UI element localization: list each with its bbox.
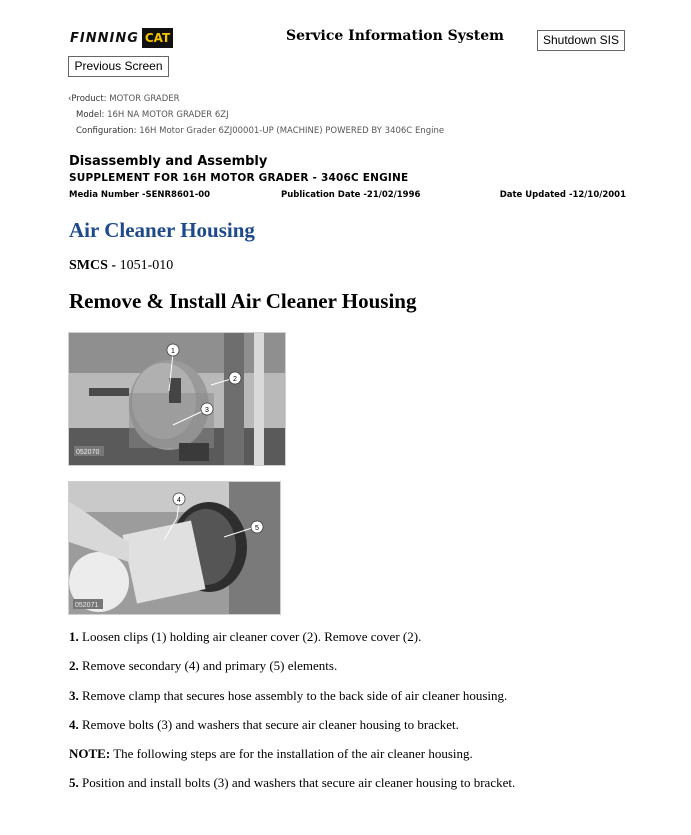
system-title: Service Information System [286,28,504,44]
section-heading: Disassembly and Assembly [69,154,268,169]
callout-4: 4 [177,497,181,504]
illustration-code: 052071 [75,602,99,609]
smcs-code [69,258,173,274]
smcs-label: SMCS - [69,258,117,273]
cat-logo-mark: CAT [142,28,173,48]
callout-1: 1 [171,348,175,355]
model-line [76,110,229,120]
product-value: MOTOR GRADER [109,94,180,104]
step-5: 5. Position and install bolts (3) and washers that secure air cleaner housing to bracket. [69,775,516,790]
logo-text: FINNING [70,30,139,46]
configuration-line [76,126,444,136]
back-arrow-icon[interactable]: ‹ [68,94,72,104]
callout-2: 2 [233,376,237,383]
illustration-air-cleaner-cover [68,332,286,466]
step-1: 1. Loosen clips (1) holding air cleaner cover (2). Remove cover (2). [69,629,422,644]
previous-screen-button[interactable]: Previous Screen [68,56,169,77]
step-4: 4. Remove bolts (3) and washers that secure air cleaner housing to bracket. [69,717,459,732]
step-3: 3. Remove clamp that secures hose assembly to the back side of air cleaner housing. [69,688,508,703]
config-key: Configuration: [76,126,137,136]
date-updated: Date Updated -12/10/2001 [499,190,626,200]
finning-cat-logo [70,26,180,50]
illustration-code: 052070 [76,449,100,456]
smcs-value: 1051-010 [119,258,174,273]
callout-5: 5 [255,525,259,532]
shutdown-sis-button[interactable]: Shutdown SIS [537,30,625,51]
product-line [68,94,180,104]
installation-note: NOTE: The following steps are for the installation of the air cleaner housing. [69,746,473,761]
publication-date: Publication Date -21/02/1996 [281,190,421,200]
callout-3: 3 [205,407,209,414]
document-title: Air Cleaner Housing [69,218,255,242]
procedure-title: Remove & Install Air Cleaner Housing [69,289,417,313]
media-number: Media Number -SENR8601-00 [69,190,211,200]
supplement-heading: SUPPLEMENT FOR 16H MOTOR GRADER - 3406C ENGINE [69,172,409,184]
config-value: 16H Motor Grader 6ZJ00001-UP (MACHINE) POWERED BY 3406C Engine [139,126,445,136]
model-value: 16H NA MOTOR GRADER 6ZJ [107,110,229,120]
illustration-air-cleaner-elements [68,481,281,615]
step-2: 2. Remove secondary (4) and primary (5) elements. [69,658,338,673]
model-key: Model: [76,110,105,120]
product-key: Product: [71,94,107,104]
